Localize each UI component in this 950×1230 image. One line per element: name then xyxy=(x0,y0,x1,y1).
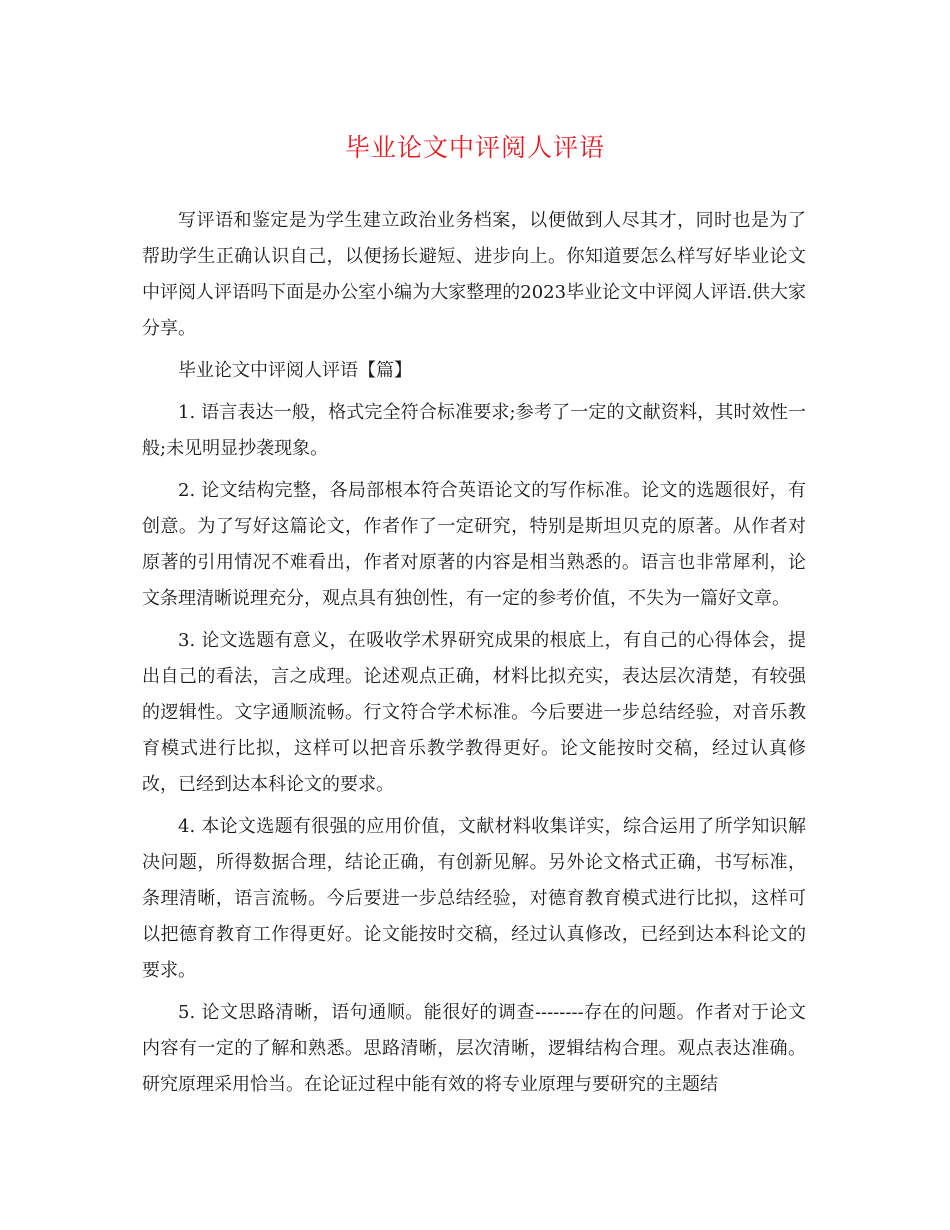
comment-item-2: 2. 论文结构完整，各局部根本符合英语论文的写作标准。论文的选题很好，有创意。为了写好这篇论文，作者作了一定研究，特别是斯坦贝克的原著。从作者对原著的引用情况不难看出，作者对原著的内容是相当熟悉的。语言也非常犀利，论文条理清晰说理充分，观点具有独创性，有一定的参考价值，不失为一篇好文章。 xyxy=(142,480,806,609)
document-body xyxy=(142,203,806,1109)
document-title: 毕业论文中评阅人评语 xyxy=(344,133,605,162)
section-heading: 毕业论文中评阅人评语【篇】 xyxy=(178,360,412,381)
intro-paragraph: 写评语和鉴定是为学生建立政治业务档案，以便做到人尽其才，同时也是为了帮助学生正确认识自己，以便扬长避短、进步向上。你知道要怎么样写好毕业论文中评阅人评语吗下面是办公室小编为大家整理的2023毕业论文中评阅人评语.供大家分享。 xyxy=(142,210,806,339)
comment-item-4: 4. 本论文选题有很强的应用价值，文献材料收集详实，综合运用了所学知识解决问题，所得数据合理，结论正确，有创新见解。另外论文格式正确，书写标准，条理清晰，语言流畅。今后要进一步总结经验，对德育教育模式进行比拟，这样可以把德育教育工作得更好。论文能按时交稿，经过认真修改，已经到达本科论文的要求。 xyxy=(142,816,806,981)
comment-item-5: 5. 论文思路清晰，语句通顺。能很好的调查--------存在的问题。作者对于论文内容有一定的了解和熟悉。思路清晰，层次清晰，逻辑结构合理。观点表达准确。研究原理采用恰当。在论证过程中能有效的将专业原理与要研究的主题结 xyxy=(142,1002,806,1095)
comment-item-1: 1. 语言表达一般，格式完全符合标准要求;参考了一定的文献资料，其时效性一般;未见明显抄袭现象。 xyxy=(142,402,806,459)
comment-item-3: 3. 论文选题有意义，在吸收学术界研究成果的根底上，有自己的心得体会，提出自己的看法，言之成理。论述观点正确，材料比拟充实，表达层次清楚，有较强的逻辑性。文字通顺流畅。行文符合学术标准。今后要进一步总结经验，对音乐教育模式进行比拟，这样可以把音乐教学教得更好。论文能按时交稿，经过认真修改，已经到达本科论文的要求。 xyxy=(142,630,806,795)
